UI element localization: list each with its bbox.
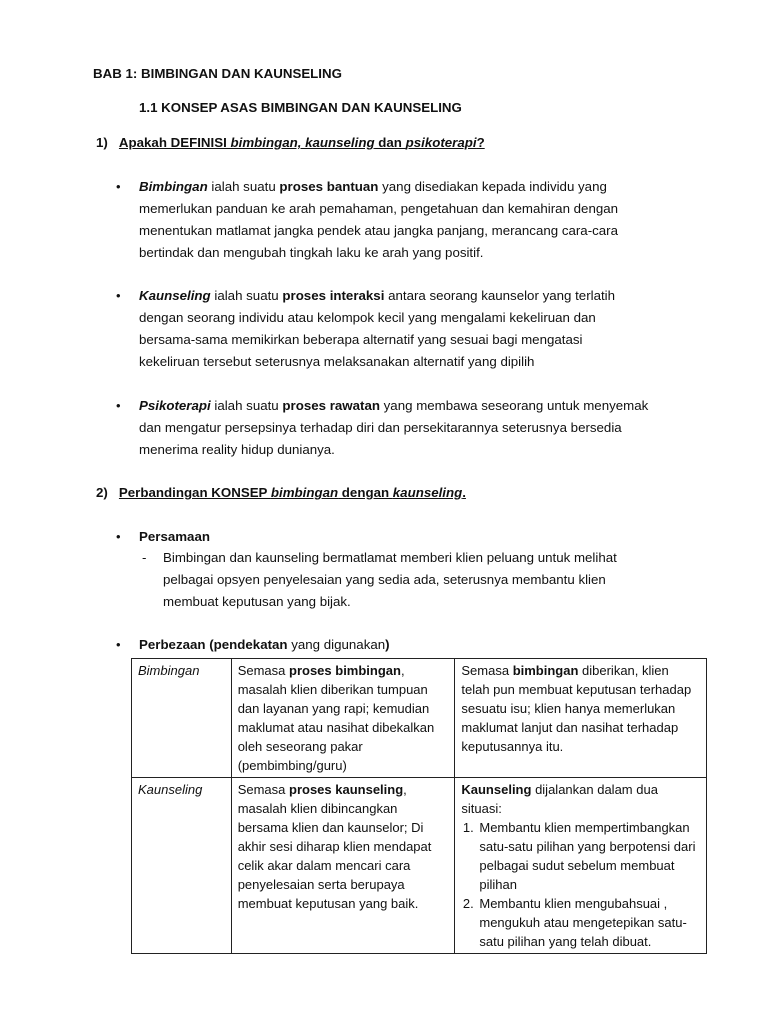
text-line: pelbagai opsyen penyelesaian yang sedia ada, seterusnya membantu klien xyxy=(163,572,606,587)
text-line: menerima reality hidup dunianya. xyxy=(139,442,335,457)
table-row xyxy=(132,778,707,954)
text-line: dan mengatur persepsinya terhadap diri dan persekitarannya seterusnya bersedia xyxy=(139,420,622,435)
list-item: 1. Membantu klien mempertimbangkan satu-satu pilihan yang berpotensi dari pelbagai sudut sebelum membuat pilihan xyxy=(477,818,700,894)
dash-marker: - xyxy=(142,550,147,565)
term: Bimbingan xyxy=(139,179,208,194)
text: , masalah klien dibincangkan bersama klien dan kaunselor; Di akhir sesi diharap klien mendapat celik akar dalam mencari cara penyelesaian serta berupaya membuat keputusan yang baik. xyxy=(237,782,432,911)
key-phrase: proses bantuan xyxy=(279,179,379,194)
text-line: Bimbingan dan kaunseling bermatlamat memberi klien peluang untuk melihat xyxy=(163,550,617,565)
row-label: Kaunseling xyxy=(132,778,232,954)
text: Semasa xyxy=(237,782,290,797)
key-phrase: proses kaunseling xyxy=(289,782,404,797)
comparison-table xyxy=(131,658,707,954)
text: ialah suatu xyxy=(210,398,283,413)
text: Semasa xyxy=(237,663,290,678)
text-line: bertindak dan mengubah tingkah laku ke arah yang positif. xyxy=(139,245,484,260)
text-line: memerlukan panduan ke arah pemahaman, pengetahuan dan kemahiran dengan xyxy=(139,201,619,216)
question-term: kaunseling xyxy=(392,485,463,500)
text: yang disediakan kepada individu yang xyxy=(378,179,607,194)
text: ialah suatu xyxy=(207,179,280,194)
bullet-icon: • xyxy=(116,288,121,303)
difference-heading xyxy=(139,637,390,652)
text: Semasa xyxy=(461,663,513,678)
question-2 xyxy=(96,485,466,500)
similarity-heading: Persamaan xyxy=(139,529,210,544)
question-1 xyxy=(96,135,485,150)
question-text: ? xyxy=(476,135,485,150)
text: yang membawa seseorang untuk menyemak xyxy=(379,398,649,413)
question-text: Perbandingan KONSEP xyxy=(118,485,271,500)
key-phrase: Kaunseling xyxy=(461,782,532,797)
section-title: 1.1 KONSEP ASAS BIMBINGAN DAN KAUNSELING xyxy=(139,100,462,115)
text: ialah suatu xyxy=(210,288,283,303)
question-text: dan xyxy=(374,135,406,150)
definition-psikoterapi xyxy=(139,398,648,413)
text: , masalah klien diberikan tumpuan dan layanan yang rapi; kemudian maklumat atau nasihat dibekalkan oleh seseorang pakar (pembimbing/guru) xyxy=(237,663,435,773)
table-cell xyxy=(455,778,707,954)
table-cell xyxy=(455,659,707,778)
text-line: menentukan matlamat jangka pendek atau jangka panjang, merancang cara-cara xyxy=(139,223,618,238)
text: dijalankan dalam dua situasi: xyxy=(461,782,658,816)
bullet-icon: • xyxy=(116,398,121,413)
text-line: dengan seorang individu atau kelompok kecil yang mengalami kekeliruan dan xyxy=(139,310,596,325)
table-cell xyxy=(231,659,455,778)
term: Psikoterapi xyxy=(139,398,211,413)
question-number: 2) xyxy=(96,485,108,500)
text-line: kekeliruan tersebut seterusnya melaksanakan alternatif yang dipilih xyxy=(139,354,535,369)
bullet-icon: • xyxy=(116,179,121,194)
chapter-title: BAB 1: BIMBINGAN DAN KAUNSELING xyxy=(93,66,342,81)
text: diberikan, klien telah pun membuat keputusan terhadap sesuatu isu; klien hanya memerlukan maklumat lanjut dan nasihat terhadap keputusannya itu. xyxy=(461,663,692,754)
question-term: psikoterapi xyxy=(405,135,477,150)
question-term: bimbingan, kaunseling xyxy=(230,135,375,150)
question-text: . xyxy=(462,485,466,500)
situation-list xyxy=(461,818,700,951)
question-term: bimbingan xyxy=(270,485,339,500)
definition-bimbingan xyxy=(139,179,607,194)
list-item: 2. Membantu klien mengubahsuai , mengukuh atau mengetepikan satu-satu pilihan yang telah dibuat. xyxy=(477,894,700,951)
text: Perbezaan (pendekatan xyxy=(139,637,288,652)
text-line: membuat keputusan yang bijak. xyxy=(163,594,351,609)
bullet-icon: • xyxy=(116,637,121,652)
text-line: bersama-sama memikirkan beberapa alternatif yang sesuai bagi mengatasi xyxy=(139,332,583,347)
text: ) xyxy=(385,637,390,652)
text: antara seorang kaunselor yang terlatih xyxy=(384,288,616,303)
key-phrase: proses rawatan xyxy=(282,398,380,413)
question-number: 1) xyxy=(96,135,108,150)
question-text: Apakah DEFINISI xyxy=(118,135,231,150)
key-phrase: bimbingan xyxy=(512,663,579,678)
text: yang digunakan xyxy=(287,637,386,652)
bullet-icon: • xyxy=(116,529,121,544)
row-label: Bimbingan xyxy=(132,659,232,778)
key-phrase: proses interaksi xyxy=(282,288,385,303)
key-phrase: proses bimbingan xyxy=(289,663,401,678)
question-text: dengan xyxy=(338,485,393,500)
table-row xyxy=(132,659,707,778)
definition-kaunseling xyxy=(139,288,615,303)
table-cell xyxy=(231,778,455,954)
term: Kaunseling xyxy=(139,288,211,303)
